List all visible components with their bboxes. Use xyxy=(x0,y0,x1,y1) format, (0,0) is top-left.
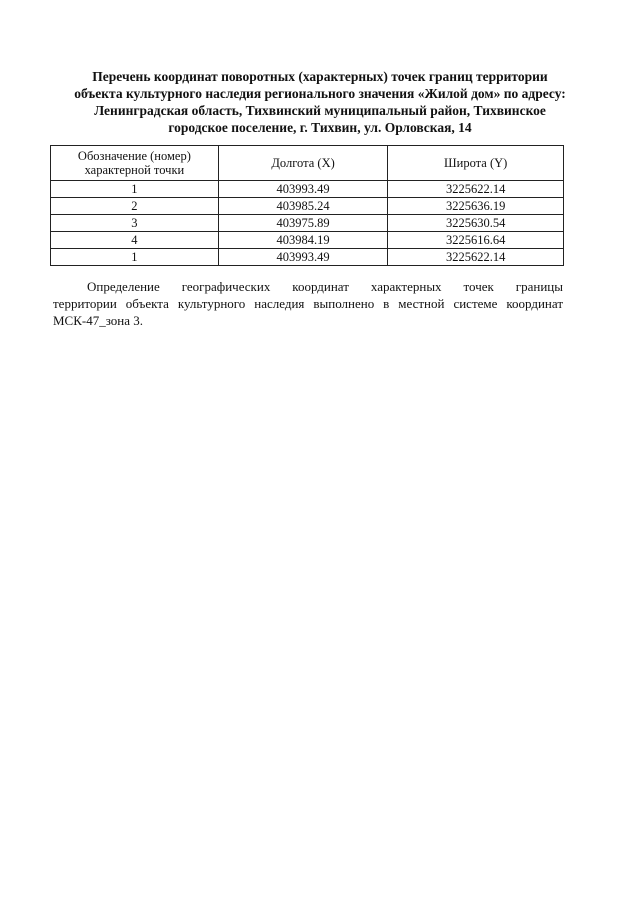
note-line: Определение географических координат характерных точек границы xyxy=(87,279,563,294)
title-line: объекта культурного наследия регионального значения «Жилой дом» по адресу: xyxy=(74,86,566,101)
note-line: территории объекта культурного наследия выполнено в местной системе координат xyxy=(53,296,563,311)
cell-longitude: 403985.24 xyxy=(218,198,388,215)
cell-point: 4 xyxy=(51,232,219,249)
cell-latitude: 3225616.64 xyxy=(388,232,564,249)
cell-point: 2 xyxy=(51,198,219,215)
header-point-line: Обозначение (номер) xyxy=(77,149,191,163)
table-row xyxy=(51,215,564,232)
coordinate-system-note xyxy=(53,278,563,329)
table-row xyxy=(51,181,564,198)
cell-longitude: 403975.89 xyxy=(218,215,388,232)
table-row xyxy=(51,198,564,215)
header-point-designation xyxy=(51,146,219,181)
note-line: МСК-47_зона 3. xyxy=(53,313,144,328)
header-latitude: Широта (Y) xyxy=(388,146,564,181)
header-longitude: Долгота (X) xyxy=(218,146,388,181)
coordinates-table xyxy=(50,145,564,266)
table-header-row xyxy=(51,146,564,181)
title-line: Перечень координат поворотных (характерных) точек границ территории xyxy=(92,69,548,84)
cell-latitude: 3225636.19 xyxy=(388,198,564,215)
cell-latitude: 3225630.54 xyxy=(388,215,564,232)
cell-latitude: 3225622.14 xyxy=(388,181,564,198)
document-title xyxy=(60,68,580,136)
header-point-line: характерной точки xyxy=(84,163,185,177)
title-line: городское поселение, г. Тихвин, ул. Орловская, 14 xyxy=(168,120,472,135)
table-row xyxy=(51,249,564,266)
cell-longitude: 403993.49 xyxy=(218,249,388,266)
cell-point: 1 xyxy=(51,249,219,266)
cell-longitude: 403993.49 xyxy=(218,181,388,198)
table-row xyxy=(51,232,564,249)
cell-longitude: 403984.19 xyxy=(218,232,388,249)
title-line: Ленинградская область, Тихвинский муниципальный район, Тихвинское xyxy=(94,103,546,118)
cell-latitude: 3225622.14 xyxy=(388,249,564,266)
cell-point: 3 xyxy=(51,215,219,232)
cell-point: 1 xyxy=(51,181,219,198)
